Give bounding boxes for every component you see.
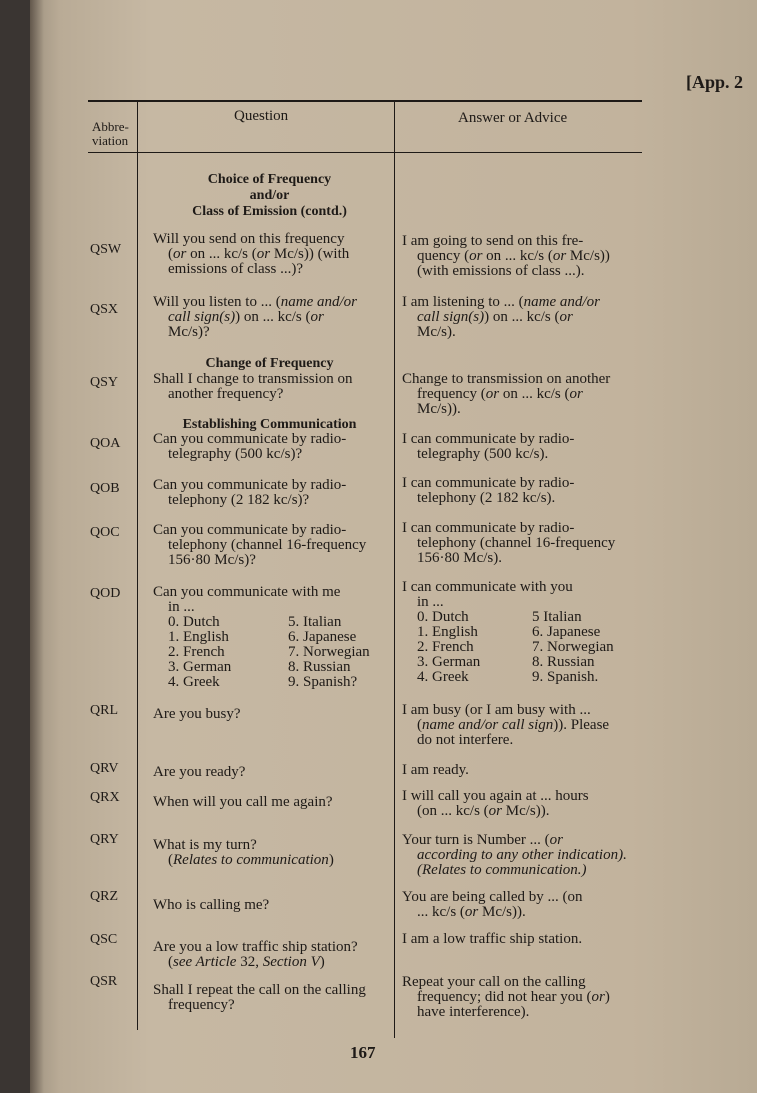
code-qob: QOB bbox=[90, 481, 120, 496]
answer-qry: Your turn is Number ... (or according to any other indication). (Relates to communication.) bbox=[402, 832, 627, 878]
answer-qrl: I am busy (or I am busy with ... (name and/or call sign)). Please do not interfere. bbox=[402, 702, 610, 748]
spine-shadow bbox=[30, 0, 44, 1093]
code-qoa: QOA bbox=[90, 436, 121, 451]
header-question: Question bbox=[234, 108, 289, 124]
header-rule bbox=[88, 152, 642, 153]
answer-qoc: I can communicate by radio- telephony (channel 16-frequency 156·80 Mc/s). bbox=[402, 520, 616, 566]
question-qry: What is my turn? (Relates to communication) bbox=[153, 837, 334, 868]
page-number: 167 bbox=[350, 1043, 376, 1062]
question-qod: Can you communicate with me in ... 0. Dutch 5. Italian 1. English 6. Japanese 2. French 7. Norwegian 3. German 8. Russian 4. Greek 9. Spanish? bbox=[153, 585, 386, 690]
answer-qrv: I am ready. bbox=[402, 762, 469, 778]
question-qrx: When will you call me again? bbox=[153, 794, 333, 810]
header-answer: Answer or Advice bbox=[458, 110, 568, 126]
code-qrx: QRX bbox=[90, 790, 120, 805]
code-qrz: QRZ bbox=[90, 889, 118, 904]
question-qoa: Can you communicate by radio- telegraphy (500 kc/s)? bbox=[153, 431, 347, 462]
answer-qsc: I am a low traffic ship station. bbox=[402, 931, 583, 947]
question-qsx: Will you listen to ... (name and/or call sign(s)) on ... kc/s (or Mc/s)? bbox=[153, 294, 357, 340]
question-qrl: Are you busy? bbox=[153, 706, 241, 722]
answer-qsw: I am going to send on this fre- quency (or on ... kc/s (or Mc/s)) (with emissions of class ...). bbox=[402, 233, 610, 279]
answer-qsr: Repeat your call on the calling frequency; did not hear you (or) have interference). bbox=[402, 974, 610, 1020]
column-divider-2 bbox=[394, 100, 395, 1038]
column-divider-1 bbox=[137, 100, 138, 1030]
question-qoc: Can you communicate by radio- telephony (channel 16-frequency 156·80 Mc/s)? bbox=[153, 522, 367, 568]
book-page bbox=[30, 0, 757, 1093]
answer-qsx: I am listening to ... (name and/or call sign(s)) on ... kc/s (or Mc/s). bbox=[402, 294, 600, 340]
code-qry: QRY bbox=[90, 832, 119, 847]
appendix-reference: [App. 2 bbox=[685, 72, 743, 92]
question-language-list: 0. Dutch 5. Italian 1. English 6. Japanese 2. French 7. Norwegian 3. German 8. Russian 4. Greek 9. Spanish? bbox=[168, 614, 370, 690]
question-qsr: Shall I repeat the call on the calling frequency? bbox=[153, 982, 366, 1013]
question-qrv: Are you ready? bbox=[153, 764, 246, 780]
code-qrv: QRV bbox=[90, 761, 119, 776]
answer-qrz: You are being called by ... (on ... kc/s (or Mc/s)). bbox=[402, 889, 583, 920]
section-heading-choice-of-frequency: Choice of Frequency and/or Class of Emission (contd.) bbox=[192, 172, 347, 219]
code-qsr: QSR bbox=[90, 974, 118, 989]
answer-qsy: Change to transmission on another frequency (or on ... kc/s (or Mc/s)). bbox=[402, 371, 611, 417]
question-qsw: Will you send on this frequency (or on ... kc/s (or Mc/s)) (with emissions of class ...)? bbox=[153, 231, 350, 277]
header-abbreviation: Abbre- viation bbox=[92, 119, 129, 148]
code-qsw: QSW bbox=[90, 242, 122, 257]
answer-language-list: 0. Dutch 5 Italian 1. English 6. Japanese 2. French 7. Norwegian 3. German 8. Russian 4. Greek 9. Spanish. bbox=[417, 609, 614, 685]
code-qsy: QSY bbox=[90, 375, 119, 390]
top-rule bbox=[88, 100, 642, 102]
section-heading-establishing-communication: Establishing Communication bbox=[182, 417, 357, 432]
question-qrz: Who is calling me? bbox=[153, 897, 270, 913]
question-qsy: Shall I change to transmission on another frequency? bbox=[153, 371, 353, 402]
code-qod: QOD bbox=[90, 586, 121, 601]
code-qrl: QRL bbox=[90, 703, 118, 718]
question-qob: Can you communicate by radio- telephony (2 182 kc/s)? bbox=[153, 477, 347, 508]
question-qsc: Are you a low traffic ship station? (see Article 32, Section V) bbox=[153, 939, 358, 970]
code-qsx: QSX bbox=[90, 302, 119, 317]
code-qoc: QOC bbox=[90, 525, 120, 540]
answer-qoa: I can communicate by radio- telegraphy (500 kc/s). bbox=[402, 431, 575, 462]
code-qsc: QSC bbox=[90, 932, 118, 947]
answer-qob: I can communicate by radio- telephony (2 182 kc/s). bbox=[402, 475, 575, 506]
answer-qrx: I will call you again at ... hours (on ... kc/s (or Mc/s)). bbox=[402, 788, 589, 819]
answer-qod: I can communicate with you in ... 0. Dutch 5 Italian 1. English 6. Japanese 2. French 7. Norwegian 3. German 8. Russian 4. Greek 9. Spanish. bbox=[402, 580, 640, 685]
section-heading-change-of-frequency: Change of Frequency bbox=[205, 356, 334, 371]
